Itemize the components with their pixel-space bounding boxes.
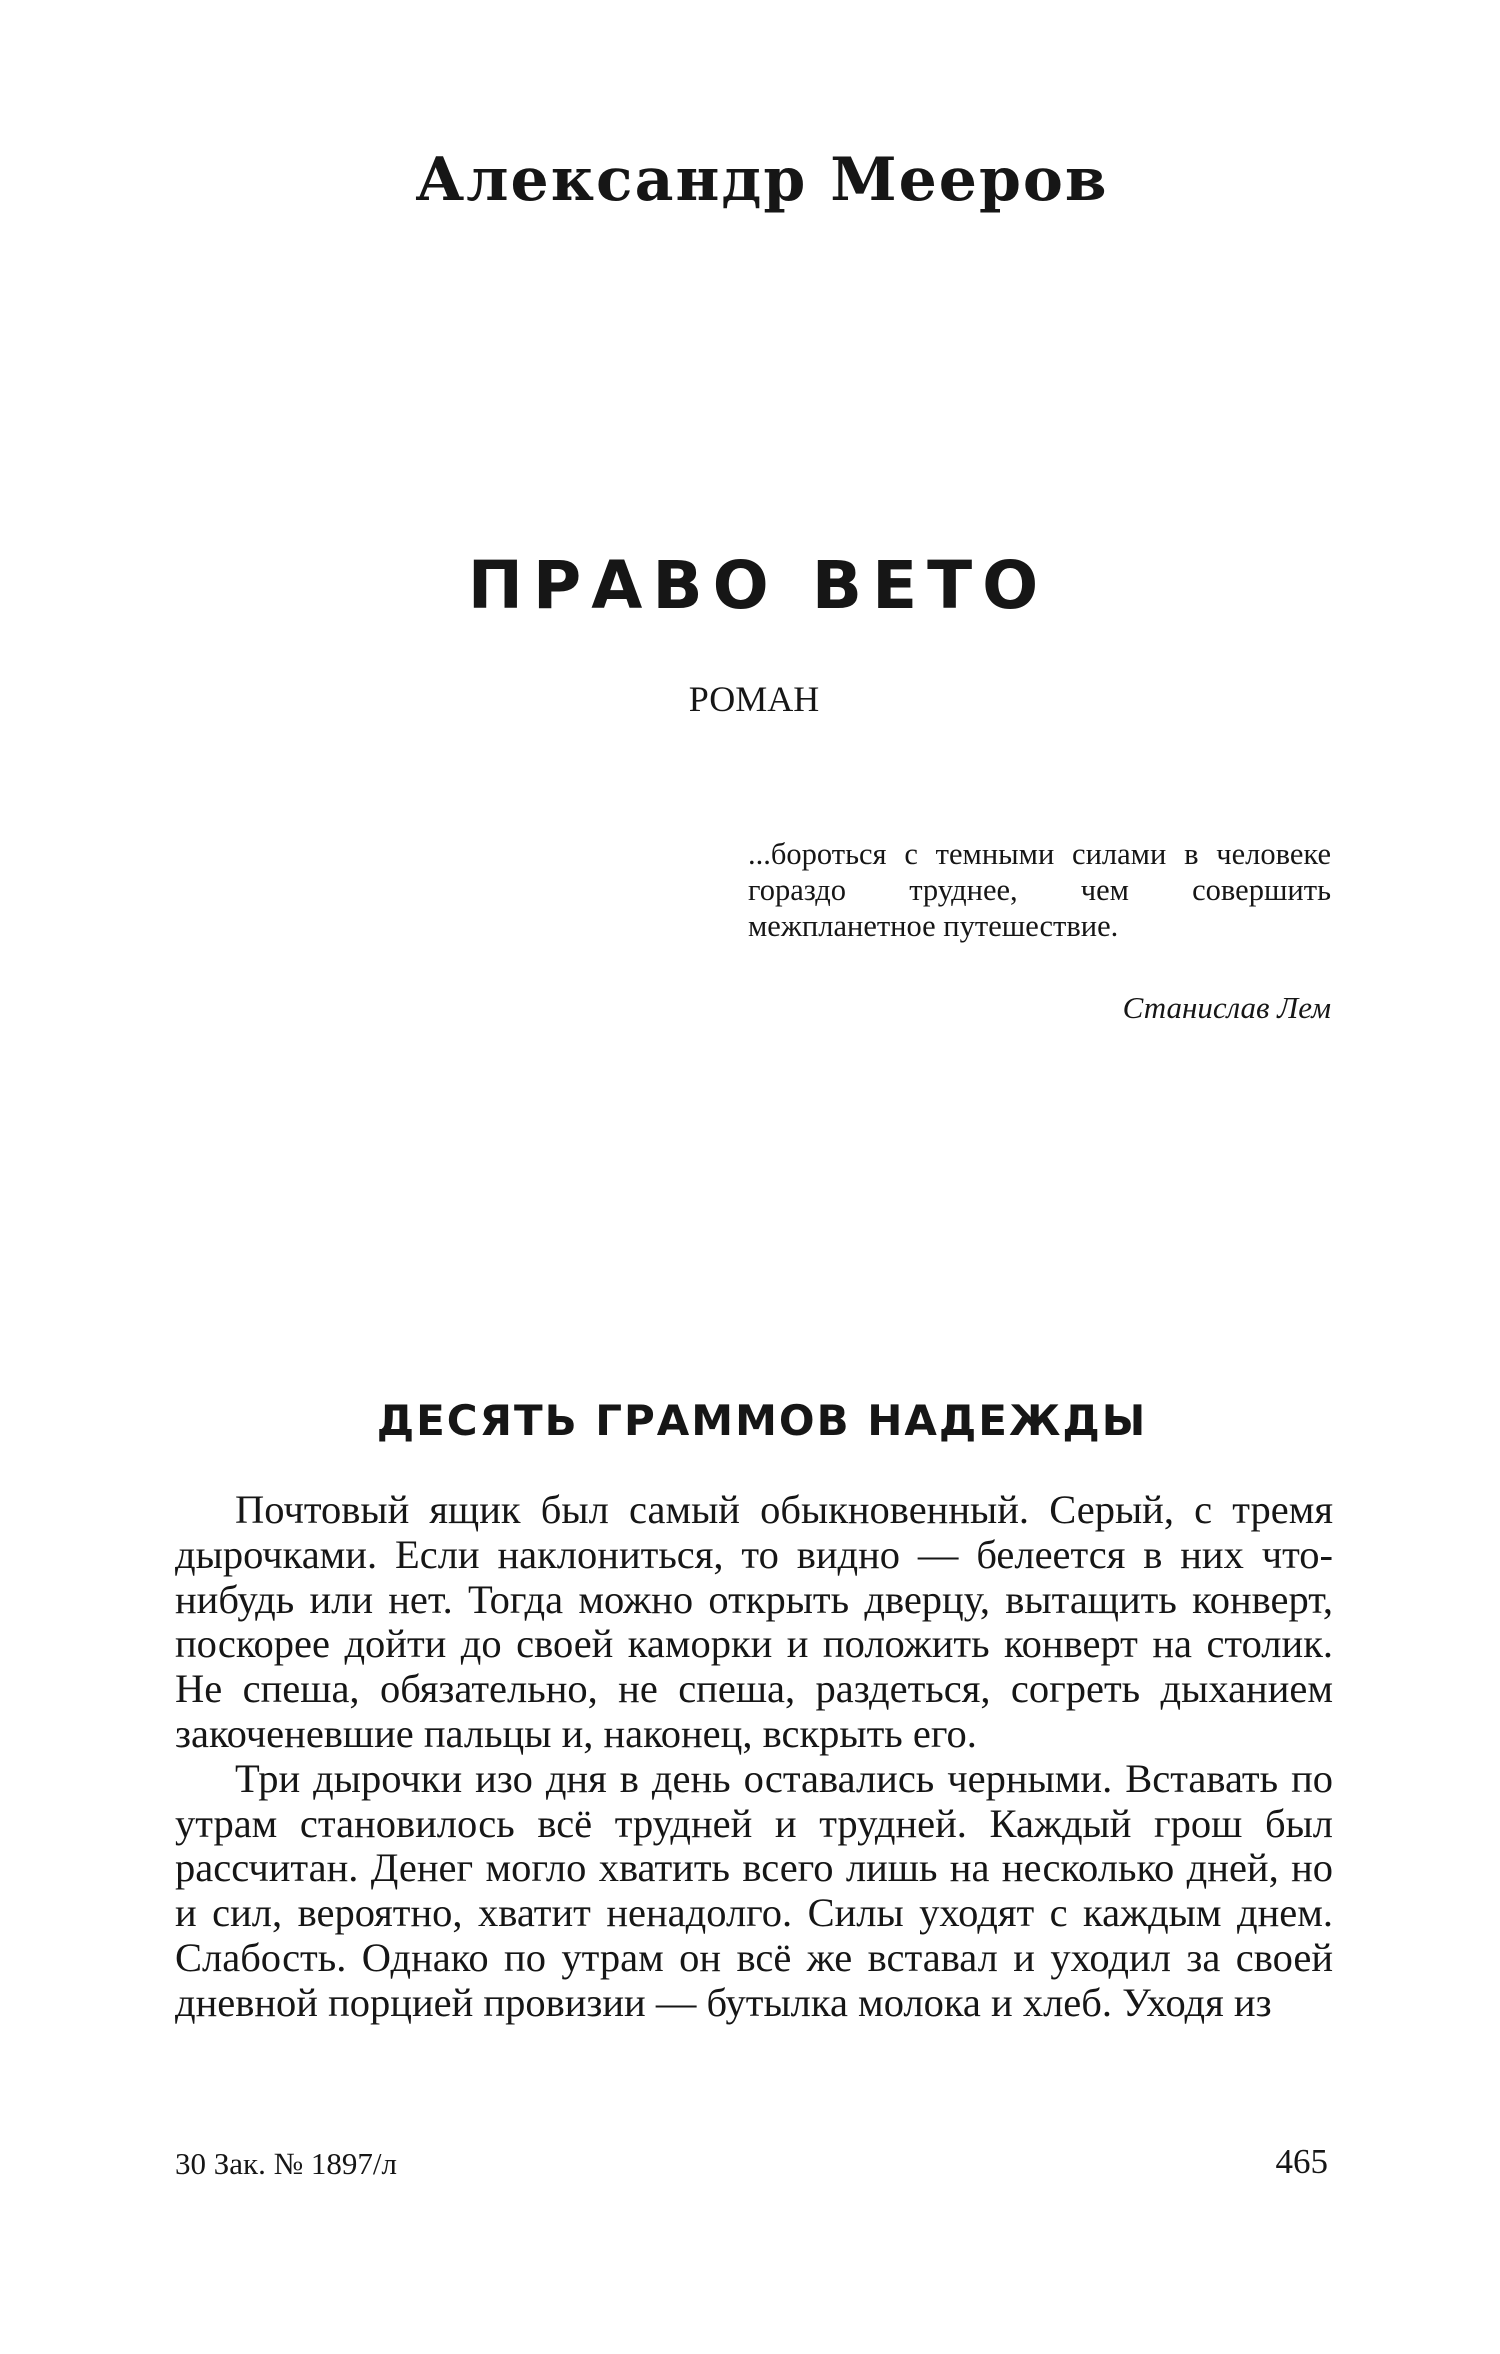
body-text — [175, 1488, 1333, 2026]
chapter-title: ДЕСЯТЬ ГРАММОВ НАДЕЖДЫ — [376, 1396, 1148, 1445]
paragraph: Почтовый ящик был самый обыкновенный. Серый, с тремя дырочками. Если наклониться, то видно — белеется в них что-нибудь или нет. Тогда можно открыть дверцу, вытащить конверт, поскорее дойти до своей каморки и положить конверт на столик. Не спеша, обязательно, не спеша, раздеться, согреть дыханием закоченевшие пальцы и, наконец, вскрыть его. — [175, 1487, 1333, 1756]
printer-signature: 30 Зак. № 1897/л — [175, 2146, 398, 2181]
book-title: ПРАВО ВЕТО — [467, 547, 1049, 624]
genre-label: РОМАН — [688, 679, 820, 719]
paragraph: Три дырочки изо дня в день оставались черными. Вставать по утрам становилось всё трудней и трудней. Каждый грош был рассчитан. Денег могло хватить всего лишь на несколько дней, но и сил, вероятно, хватит ненадолго. Силы уходят с каждым днем. Слабость. Однако по утрам он всё же вставал и уходил за своей дневной порцией провизии — бутылка молока и хлеб. Уходя из — [175, 1755, 1333, 2025]
page-number: 465 — [1275, 2142, 1328, 2181]
author-name: Александр Мееров — [415, 145, 1109, 215]
epigraph-text: ...бороться с темными силами в человеке гораздо труднее, чем совершить межпланетное путешествие. — [748, 837, 1331, 943]
epigraph-author: Станислав Лем — [1122, 990, 1331, 1025]
